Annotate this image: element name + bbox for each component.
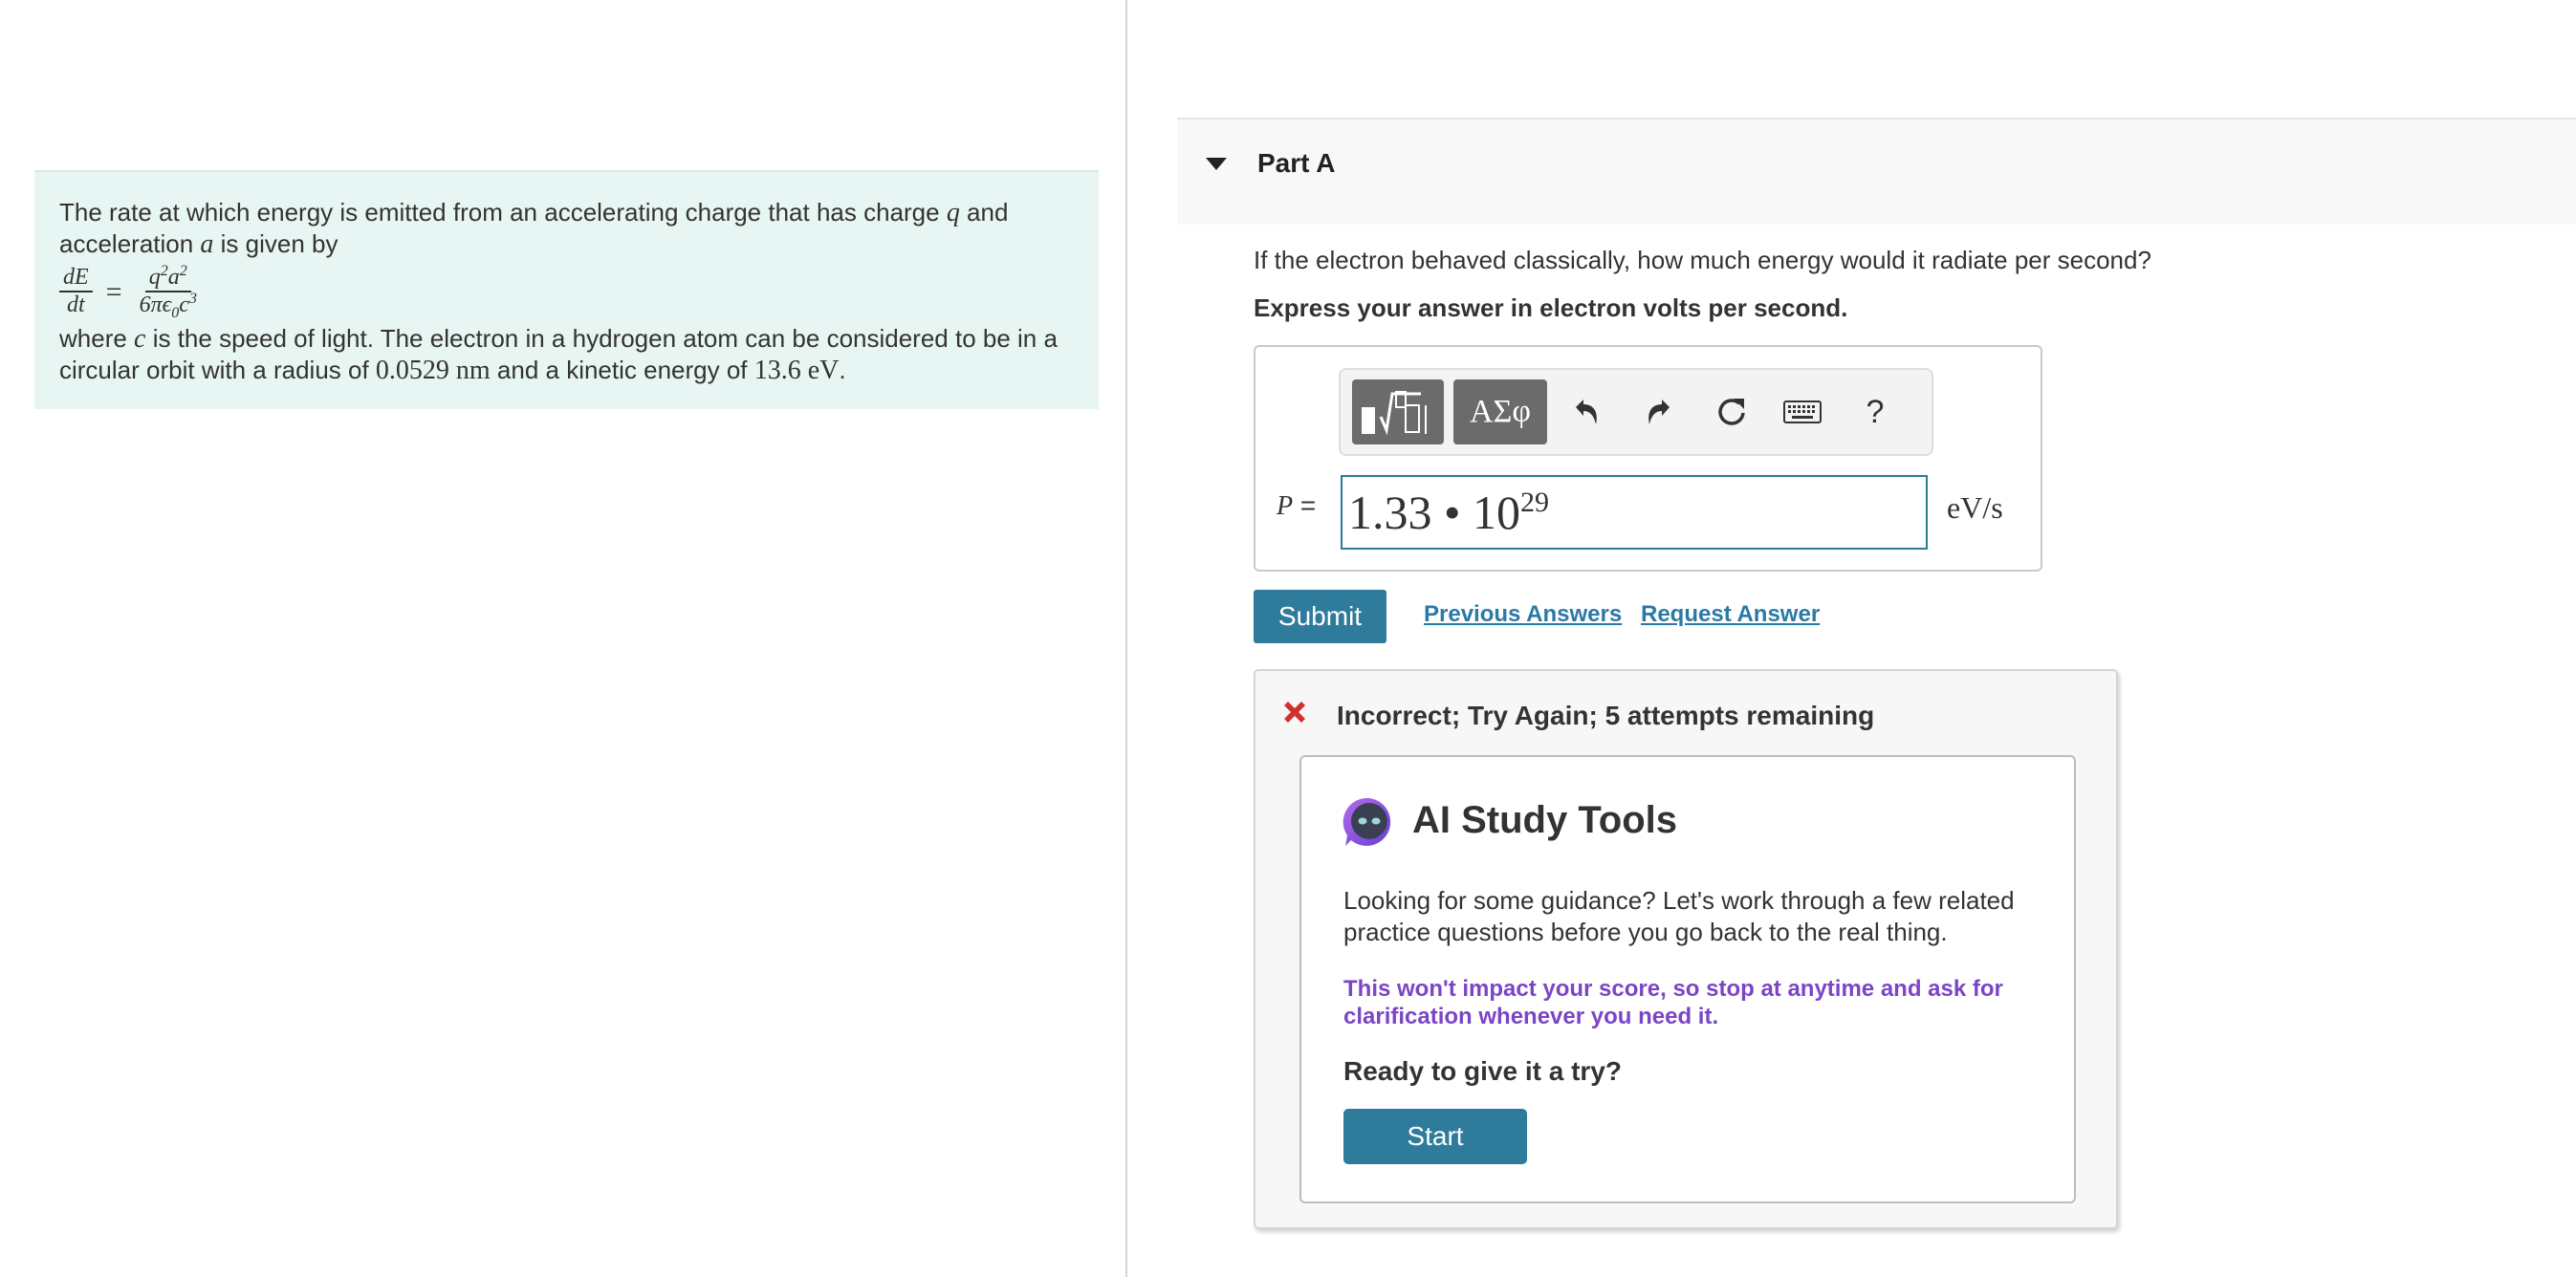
templates-button[interactable]	[1352, 379, 1444, 444]
problem-text: is the speed of light. The electron in a hydrogen atom can be considered to be in a	[145, 324, 1058, 353]
part-a-header[interactable]	[1177, 118, 2576, 225]
rhs-fraction	[136, 263, 201, 321]
rhs-numerator	[145, 265, 191, 292]
problem-text: The rate at which energy is emitted from an accelerating charge that has charge	[59, 198, 947, 227]
unit-label: eV/s	[1947, 490, 2003, 525]
orbit-radius-value: 0.0529 nm	[375, 356, 491, 385]
numerator-a: a	[167, 265, 180, 290]
numerator-q: q	[148, 265, 161, 290]
radiation-formula	[59, 260, 1074, 323]
answer-variable: P	[1277, 491, 1294, 521]
feedback-status: Incorrect; Try Again; 5 attempts remaining	[1337, 701, 1875, 730]
problem-pane	[0, 0, 1125, 1277]
reset-button[interactable]	[1708, 387, 1756, 437]
answer-mantissa: 1.33 • 10	[1348, 486, 1521, 539]
c-exponent: 3	[188, 291, 197, 307]
problem-line-4	[59, 355, 1074, 386]
answer-exponent: 29	[1520, 487, 1550, 518]
reset-icon	[1714, 395, 1749, 429]
epsilon-subscript: 0	[171, 304, 180, 321]
a-exponent: 2	[179, 263, 187, 279]
denominator-6pi-epsilon: 6πϵ	[139, 292, 172, 317]
submit-button[interactable]: Submit	[1254, 590, 1386, 643]
q-exponent: 2	[160, 263, 168, 279]
problem-text: circular orbit with a radius of	[59, 356, 376, 384]
ai-assistant-avatar-icon	[1342, 795, 1395, 849]
speed-of-light-variable: c	[134, 324, 146, 354]
denominator-c: c	[179, 292, 189, 317]
keyboard-icon	[1783, 399, 1822, 425]
redo-button[interactable]	[1635, 387, 1683, 437]
problem-text: and	[959, 198, 1009, 227]
problem-line-3	[59, 323, 1074, 355]
incorrect-x-icon	[1280, 698, 1309, 726]
equals-sign: =	[105, 275, 122, 308]
answer-input[interactable]	[1341, 475, 1928, 550]
lhs-numerator: dE	[59, 265, 93, 292]
undo-icon	[1570, 396, 1603, 428]
help-button[interactable]: ?	[1866, 393, 1885, 430]
problem-text: where	[59, 324, 135, 353]
redo-icon	[1643, 396, 1675, 428]
math-toolbar	[1339, 368, 1933, 456]
problem-line-1	[59, 197, 1074, 228]
problem-text: acceleration	[59, 229, 201, 258]
previous-answers-link[interactable]: Previous Answers	[1424, 601, 1623, 627]
problem-statement	[34, 170, 1099, 409]
study-tools-note: This won't impact your score, so stop at anytime and ask for clarification whenever you need it.	[1343, 976, 2003, 1029]
study-tools-description: Looking for some guidance? Let's work through a few related practice questions before you go back to the real thing.	[1343, 886, 2015, 946]
undo-button[interactable]	[1562, 387, 1610, 437]
problem-text: is given by	[213, 229, 338, 258]
problem-text: and a kinetic energy of	[490, 356, 754, 384]
lhs-denominator: dt	[67, 292, 85, 317]
templates-icon	[1358, 386, 1438, 438]
part-title: Part A	[1257, 148, 1336, 178]
start-button[interactable]: Start	[1343, 1109, 1527, 1164]
study-tools-prompt: Ready to give it a try?	[1343, 1056, 1622, 1086]
rhs-denominator	[136, 291, 201, 321]
question-text: If the electron behaved classically, how much energy would it radiate per second?	[1254, 246, 2151, 274]
request-answer-link[interactable]: Request Answer	[1641, 601, 1821, 627]
greek-symbols-button[interactable]: ΑΣφ	[1453, 379, 1547, 444]
kinetic-energy-value: 13.6 eV	[753, 356, 840, 385]
study-tools-title: AI Study Tools	[1412, 799, 1678, 841]
answer-entry-panel	[1254, 345, 2042, 572]
lhs-fraction	[59, 265, 93, 318]
keyboard-button[interactable]	[1779, 387, 1826, 437]
feedback-panel	[1254, 669, 2118, 1229]
answer-equals: =	[1293, 490, 1317, 520]
pane-divider[interactable]	[1125, 0, 1127, 1277]
answer-instruction: Express your answer in electron volts per second.	[1254, 293, 1848, 322]
problem-line-2	[59, 228, 1074, 260]
acceleration-variable: a	[200, 229, 214, 259]
answer-variable-label	[1277, 490, 1316, 522]
collapse-caret-icon[interactable]	[1206, 158, 1227, 170]
charge-variable: q	[946, 198, 960, 227]
ai-study-tools-card	[1299, 755, 2076, 1203]
problem-text: .	[839, 356, 846, 384]
